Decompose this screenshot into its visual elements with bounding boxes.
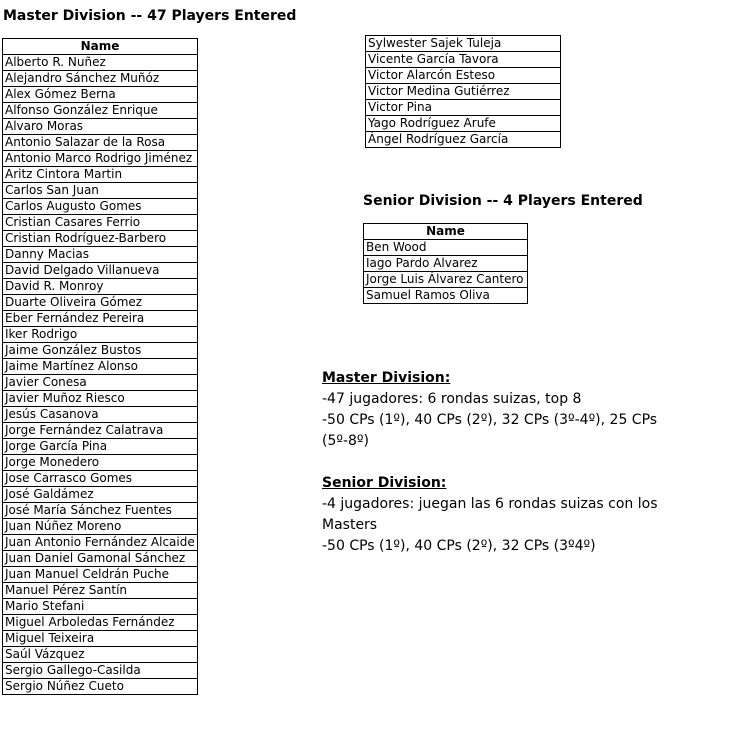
- player-name: Iago Pardo Alvarez: [364, 256, 528, 272]
- player-name: Victor Alarcón Esteso: [366, 68, 561, 84]
- table-row: [364, 256, 528, 272]
- table-row: [3, 359, 198, 375]
- table-row: [3, 599, 198, 615]
- master-players-table-continued: [365, 35, 561, 148]
- player-name: Juan Antonio Fernández Alcaide: [3, 535, 198, 551]
- table-row: [3, 455, 198, 471]
- player-name: Juan Núñez Moreno: [3, 519, 198, 535]
- senior-players-table: [363, 223, 528, 304]
- master-division-title: Master Division -- 47 Players Entered: [3, 8, 297, 24]
- table-row: [3, 535, 198, 551]
- master-players-table: [2, 38, 198, 695]
- player-name: Iker Rodrigo: [3, 327, 198, 343]
- player-name: Jorge Monedero: [3, 455, 198, 471]
- player-name: Alfonso González Enrique: [3, 103, 198, 119]
- table-row: [3, 231, 198, 247]
- table-row: [3, 263, 198, 279]
- player-name: José María Sánchez Fuentes: [3, 503, 198, 519]
- player-name: Jaime González Bustos: [3, 343, 198, 359]
- player-name: Jaime Martínez Alonso: [3, 359, 198, 375]
- table-row: [366, 132, 561, 148]
- table-row: [3, 407, 198, 423]
- player-name: Sylwester Sajek Tuleja: [366, 36, 561, 52]
- player-name: Alex Gómez Berna: [3, 87, 198, 103]
- player-name: Sergio Núñez Cueto: [3, 679, 198, 695]
- table-row: [3, 423, 198, 439]
- table-row: [364, 240, 528, 256]
- table-row: [366, 52, 561, 68]
- senior-notes-heading: Senior Division:: [322, 475, 447, 491]
- player-name: Carlos San Juan: [3, 183, 198, 199]
- player-name: Cristian Casares Ferrio: [3, 215, 198, 231]
- senior-division-title: Senior Division -- 4 Players Entered: [363, 193, 643, 209]
- player-name: José Galdámez: [3, 487, 198, 503]
- senior-notes-line: Masters: [322, 517, 378, 533]
- table-row: [3, 215, 198, 231]
- master-notes-line: -50 CPs (1º), 40 CPs (2º), 32 CPs (3º-4º), 25 CPs: [322, 412, 658, 428]
- player-name: Juan Daniel Gamonal Sánchez: [3, 551, 198, 567]
- table-row: [3, 183, 198, 199]
- table-row: [3, 119, 198, 135]
- player-name: Sergio Gallego-Casilda: [3, 663, 198, 679]
- player-name: Jorge García Pina: [3, 439, 198, 455]
- table-row: [3, 487, 198, 503]
- table-row: [366, 84, 561, 100]
- table-row: [366, 116, 561, 132]
- table-row: [3, 615, 198, 631]
- table-row: [3, 71, 198, 87]
- table-row: [3, 503, 198, 519]
- table-row: [366, 68, 561, 84]
- table-row: [3, 471, 198, 487]
- player-name: Ben Wood: [364, 240, 528, 256]
- player-name: Antonio Marco Rodrigo Jiménez: [3, 151, 198, 167]
- player-name: Cristian Rodríguez-Barbero: [3, 231, 198, 247]
- player-name: Manuel Pérez Santín: [3, 583, 198, 599]
- player-name: Alejandro Sánchez Muñóz: [3, 71, 198, 87]
- table-header-row: [3, 39, 198, 55]
- player-name: Javier Muñoz Riesco: [3, 391, 198, 407]
- player-name: Vicente García Tavora: [366, 52, 561, 68]
- table-row: [3, 295, 198, 311]
- master-notes-heading: Master Division:: [322, 370, 451, 386]
- table-row: [3, 279, 198, 295]
- player-name: Juan Manuel Celdrán Puche: [3, 567, 198, 583]
- table-row: [3, 647, 198, 663]
- table-row: [3, 135, 198, 151]
- table-row: [3, 567, 198, 583]
- table-row: [3, 247, 198, 263]
- table-row: [3, 551, 198, 567]
- player-name: Eber Fernández Pereira: [3, 311, 198, 327]
- table-row: [3, 679, 198, 695]
- table-row: [366, 36, 561, 52]
- table-row: [3, 343, 198, 359]
- master-notes-line: -47 jugadores: 6 rondas suizas, top 8: [322, 391, 582, 407]
- player-name: Jesús Casanova: [3, 407, 198, 423]
- table-row: [3, 519, 198, 535]
- player-name: Saúl Vázquez: [3, 647, 198, 663]
- player-name: Jose Carrasco Gomes: [3, 471, 198, 487]
- player-name: Antonio Salazar de la Rosa: [3, 135, 198, 151]
- player-name: Ángel Rodríguez García: [366, 132, 561, 148]
- player-name: Samuel Ramos Oliva: [364, 288, 528, 304]
- table-row: [3, 151, 198, 167]
- player-name: Jorge Fernández Calatrava: [3, 423, 198, 439]
- table-header-row: [364, 224, 528, 240]
- player-name: Danny Macias: [3, 247, 198, 263]
- table-row: [3, 391, 198, 407]
- table-row: [3, 375, 198, 391]
- table-row: [366, 100, 561, 116]
- table-row: [364, 272, 528, 288]
- player-name: Miguel Arboledas Fernández: [3, 615, 198, 631]
- table-row: [3, 663, 198, 679]
- player-name: Mario Stefani: [3, 599, 198, 615]
- player-name: David R. Monroy: [3, 279, 198, 295]
- player-name: Aritz Cintora Martin: [3, 167, 198, 183]
- table-row: [3, 55, 198, 71]
- table-row: [3, 87, 198, 103]
- player-name: Yago Rodríguez Arufe: [366, 116, 561, 132]
- name-column-header: Name: [3, 39, 198, 55]
- table-row: [3, 311, 198, 327]
- player-name: Alvaro Moras: [3, 119, 198, 135]
- player-name: Javier Conesa: [3, 375, 198, 391]
- table-row: [3, 583, 198, 599]
- table-row: [3, 167, 198, 183]
- table-row: [3, 439, 198, 455]
- player-name: Victor Medina Gutiérrez: [366, 84, 561, 100]
- player-name: Jorge Luis Álvarez Cantero: [364, 272, 528, 288]
- player-name: Alberto R. Nuñez: [3, 55, 198, 71]
- table-row: [3, 631, 198, 647]
- player-name: Carlos Augusto Gomes: [3, 199, 198, 215]
- table-row: [364, 288, 528, 304]
- master-notes-line: (5º-8º): [322, 433, 369, 449]
- name-column-header: Name: [364, 224, 528, 240]
- player-name: Victor Pina: [366, 100, 561, 116]
- senior-notes-line: -50 CPs (1º), 40 CPs (2º), 32 CPs (3º4º): [322, 538, 596, 554]
- rules-notes: [322, 368, 658, 557]
- table-row: [3, 327, 198, 343]
- table-row: [3, 199, 198, 215]
- player-name: Miguel Teixeira: [3, 631, 198, 647]
- senior-notes-line: -4 jugadores: juegan las 6 rondas suizas con los: [322, 496, 658, 512]
- table-row: [3, 103, 198, 119]
- player-name: David Delgado Villanueva: [3, 263, 198, 279]
- player-name: Duarte Oliveira Gómez: [3, 295, 198, 311]
